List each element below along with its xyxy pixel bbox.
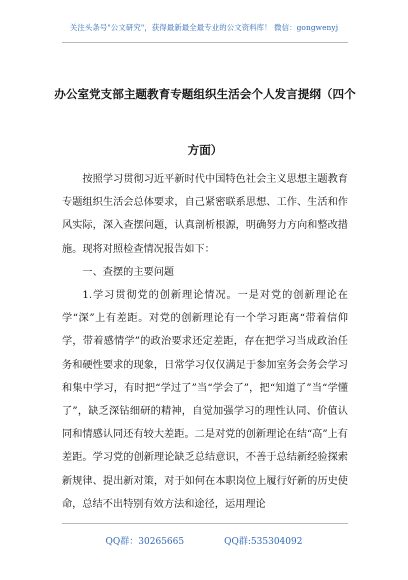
section-heading: 一、查摆的主要问题 (82, 266, 175, 278)
footer (0, 534, 408, 547)
intro-paragraph: 按照学习贯彻习近平新时代中国特色社会主义思想主题教育专题组织生活会总体要求，自己紧密联系思想、工作、生活和作风实际，深入查摆问题，认真剖析根源，明确努力方向和整改措施。现将对照检查情况报告如下： (62, 174, 348, 255)
body-paragraph: 1.学习贯彻党的创新理论情况。一是对党的创新理论在学“深”上有差距。对党的创新理论有一个学习距离“带着信仰学，带着感情学”的政治要求还定差距，存在把学习当成政治任务和硬性要求的现象，日常学习仅仅满足于参加室务会务会学习和集中学习，有时把“学过了”当“学会了”，把“知道了”当“学懂了”，缺乏深钻细研的精神，自觉加强学习的理性认同、价值认同和情感认同还有较大差距。二是对党的创新理论在结“高”上有差距。学习党的创新理论缺乏总结意识，不善于总结新经验探索新规律、提出新对策，对于如何在本职岗位上履行好新的历史使命，总结不出特别有效方法和途径，运用理论 (62, 290, 348, 510)
footer-qq-group-right: QQ群:535304092 (224, 537, 303, 547)
document-title: 办公室党支部主题教育专题组织生活会个人发言提纲（四个方面） (54, 87, 356, 157)
header-divider (62, 42, 348, 43)
header-promo-text: 关注头条号"公文研究"，获得最新最全最专业的公文资料库！ 微信：gongwenyj (69, 23, 339, 32)
footer-qq-group-left: QQ群：30265665 (105, 537, 185, 547)
footer-divider (62, 523, 348, 524)
document-body (62, 168, 348, 516)
